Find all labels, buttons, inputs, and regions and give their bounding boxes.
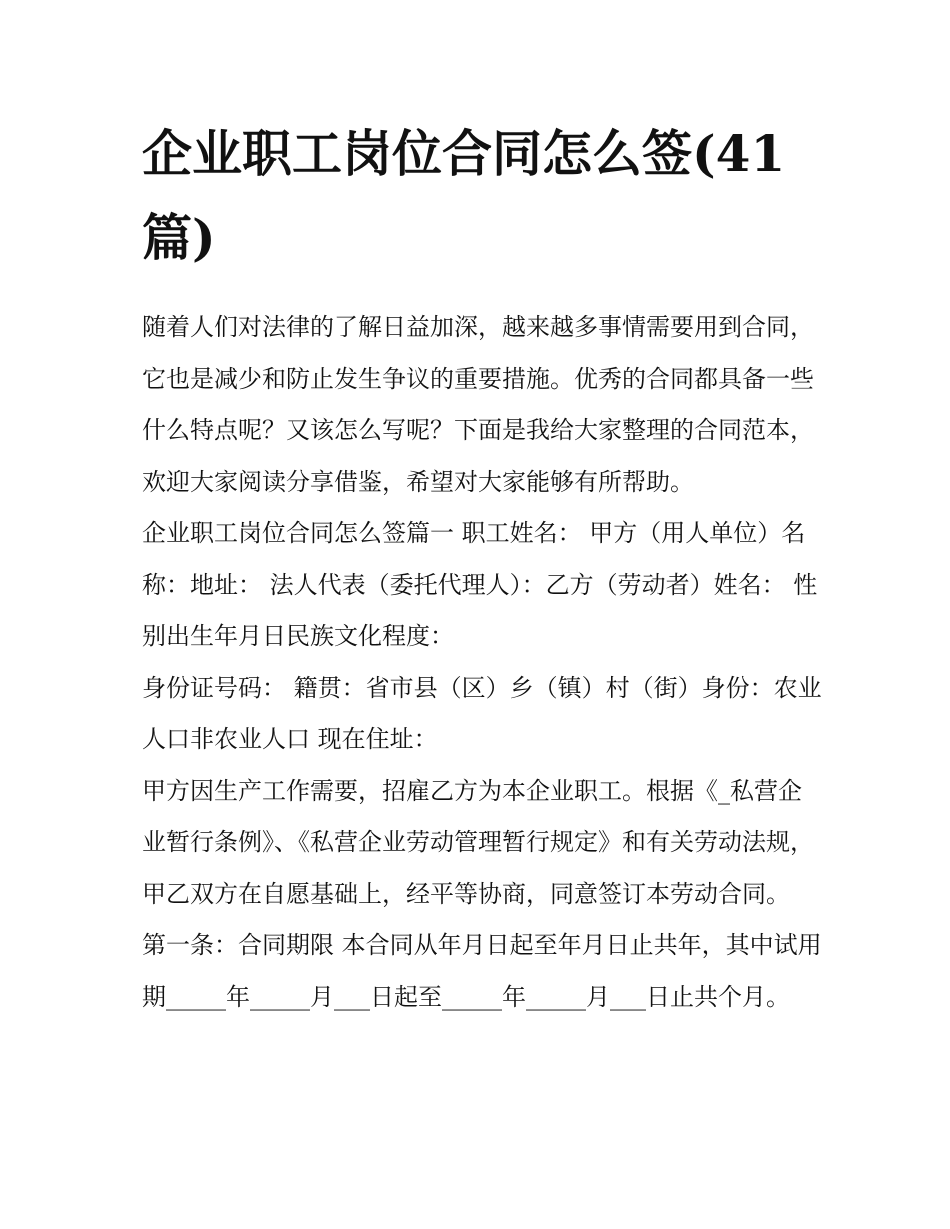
paragraph-purpose: 甲方因生产工作需要，招雇乙方为本企业职工。根据《_私营企业暂行条例》、《私营企业劳动管理暂行规定》和有关劳动法规，甲乙双方在自愿基础上，经平等协商，同意签订本劳动合同。	[142, 776, 814, 908]
document-page	[142, 112, 822, 1023]
paragraph-identity: 身份证号码： 籍贯：省市县（区）乡（镇）村（街）身份：农业人口非农业人口 现在住址：	[142, 673, 822, 753]
paragraph-intro: 随着人们对法律的了解日益加深，越来越多事情需要用到合同，它也是减少和防止发生争议的重要措施。优秀的合同都具备一些什么特点呢？又该怎么写呢？下面是我给大家整理的合同范本，欢迎大家阅读分享借鉴，希望对大家能够有所帮助。	[142, 313, 814, 496]
paragraph-article-one: 第一条：合同期限 本合同从年月日起至年月日止共年，其中试用期_____年_____月___日起至_____年_____月___日止共个月。	[142, 931, 822, 1011]
document-title: 企业职工岗位合同怎么签(41篇)	[142, 124, 786, 267]
document-body	[142, 302, 822, 1023]
paragraph-contract-parties: 企业职工岗位合同怎么签篇一 职工姓名： 甲方（用人单位）名称：地址： 法人代表（委托代理人）：乙方（劳动者）姓名： 性别出生年月日民族文化程度：	[142, 519, 818, 650]
